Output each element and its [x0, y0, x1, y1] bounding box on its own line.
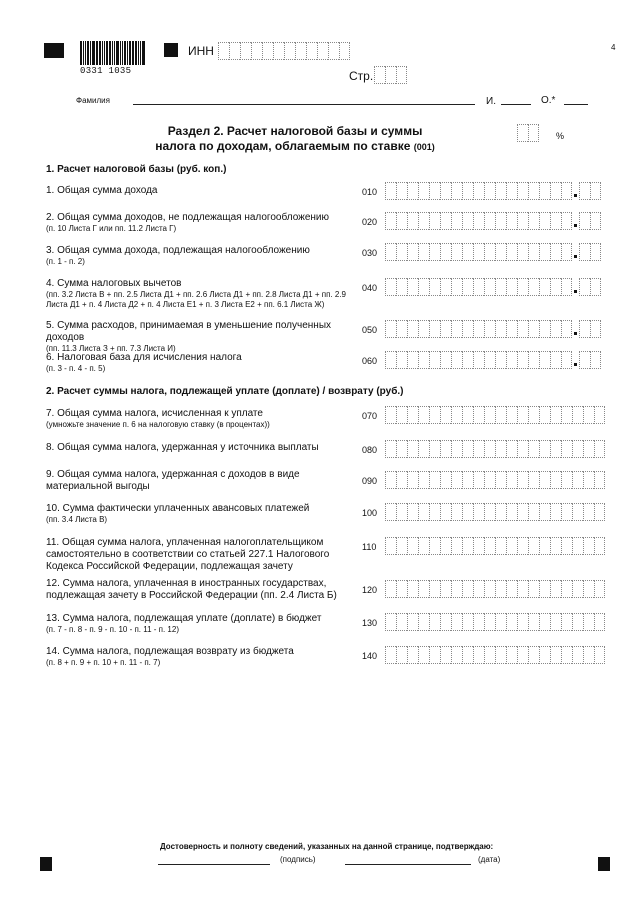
- form-row: [46, 245, 358, 267]
- row-label: 1. Общая сумма дохода: [46, 185, 158, 196]
- corner-marker-top-right: [164, 43, 178, 57]
- barcode-bar: [140, 41, 141, 65]
- row-sublabel: (п. 1 - п. 2): [46, 257, 85, 266]
- page-label: Стр.: [349, 69, 374, 83]
- section-title-line1: Раздел 2. Расчет налоговой базы и суммы: [167, 124, 423, 138]
- row-label: 14. Сумма налога, подлежащая возврату из бюджета: [46, 646, 294, 657]
- barcode-bar: [135, 41, 137, 65]
- section-title-line2: налога по доходам, облагаемым по ставке: [155, 139, 411, 153]
- amount-field[interactable]: [385, 351, 601, 369]
- amount-field[interactable]: [385, 406, 605, 424]
- amount-field[interactable]: [385, 646, 605, 664]
- row-label: 12. Сумма налога, уплаченная в иностранных государствах, подлежащая зачету в Российской Федерации (пп. 2.4 Листа Б): [46, 578, 337, 601]
- form-row: [46, 212, 358, 234]
- amount-field[interactable]: [385, 440, 605, 458]
- barcode-bar: [133, 41, 134, 65]
- row-sublabel: (пп. 3.2 Листа В + пп. 2.5 Листа Д1 + пп. 2.6 Листа Д1 + пп. 2.8 Листа Д1 + пп. 2.9 Листа Д1 + п. 4 Листа Д2 + п. 4 Листа Е1 + п. 3 Листа Е2 + пп. 6.1 Листа Ж): [46, 290, 346, 309]
- barcode-bar: [116, 41, 119, 65]
- percent-sign: %: [556, 131, 565, 141]
- form-row: [46, 320, 358, 354]
- line-code: 110: [362, 542, 377, 552]
- form-row: [46, 646, 358, 668]
- amount-field[interactable]: [385, 278, 601, 296]
- barcode-bars: [80, 41, 146, 65]
- row-label: 5. Сумма расходов, принимаемая в уменьшение полученных доходов: [46, 320, 332, 343]
- barcode-bar: [99, 41, 101, 65]
- row-label: 4. Сумма налоговых вычетов: [46, 278, 182, 289]
- form-row: [46, 185, 358, 197]
- barcode-bar: [129, 41, 131, 65]
- barcode-bar: [83, 41, 84, 65]
- barcode-bar: [104, 41, 105, 65]
- form-row: [46, 613, 358, 635]
- line-code: 070: [362, 411, 378, 421]
- barcode-bar: [138, 41, 139, 65]
- row-label: 13. Сумма налога, подлежащая уплате (доплате) в бюджет: [46, 613, 322, 624]
- corner-marker-top-left: [44, 43, 64, 58]
- line-code: 060: [362, 356, 378, 366]
- patronymic-initial-line[interactable]: [564, 104, 588, 105]
- row-label: 6. Налоговая база для исчисления налога: [46, 352, 242, 363]
- row-sublabel: (умножьте значение п. 6 на налоговую ставку (в процентах)): [46, 420, 270, 429]
- amount-field[interactable]: [385, 182, 601, 200]
- barcode-bar: [92, 41, 95, 65]
- barcode-bar: [124, 41, 126, 65]
- barcode-bar: [132, 41, 133, 65]
- line-code: 040: [362, 283, 378, 293]
- row-label: 9. Общая сумма налога, удержанная с доходов в виде материальной выгоды: [46, 469, 300, 492]
- barcode-bar: [85, 41, 86, 65]
- barcode-bar: [90, 41, 91, 65]
- row-sublabel: (п. 8 + п. 9 + п. 10 + п. 11 - п. 7): [46, 658, 161, 667]
- line-code: 050: [362, 325, 378, 335]
- part2-title: 2. Расчет суммы налога, подлежащей уплате (доплате) / возврату (руб.): [46, 386, 404, 397]
- line-code: 090: [362, 476, 378, 486]
- row-label: 8. Общая сумма налога, удержанная у источника выплаты: [46, 442, 319, 453]
- amount-field[interactable]: [385, 243, 601, 261]
- row-sublabel: (п. 3 - п. 4 - п. 5): [46, 364, 106, 373]
- form-row: [46, 278, 358, 310]
- amount-field[interactable]: [385, 537, 605, 555]
- rate-field[interactable]: [517, 124, 539, 142]
- section-title: [130, 124, 460, 155]
- date-line[interactable]: [345, 864, 471, 865]
- barcode-bar: [97, 41, 98, 65]
- line-code: 140: [362, 651, 378, 661]
- line-code: 120: [362, 585, 378, 595]
- line-code: 130: [362, 618, 378, 628]
- decimal-point: [572, 212, 579, 230]
- inn-label: ИНН: [188, 44, 214, 58]
- decimal-point: [572, 278, 579, 296]
- barcode-bar: [80, 41, 82, 65]
- row-label: 3. Общая сумма дохода, подлежащая налогообложению: [46, 245, 310, 256]
- amount-field[interactable]: [385, 613, 605, 631]
- barcode-bar: [120, 41, 121, 65]
- amount-field[interactable]: [385, 471, 605, 489]
- row-label: 7. Общая сумма налога, исчисленная к уплате: [46, 408, 263, 419]
- decimal-point: [572, 182, 579, 200]
- signature-label: (подпись): [280, 855, 316, 864]
- form-row: [46, 469, 358, 493]
- form-row: [46, 537, 358, 573]
- barcode: [80, 41, 146, 77]
- form-row: [46, 503, 358, 525]
- rate-code: (001): [413, 142, 435, 152]
- barcode-bar: [142, 41, 145, 65]
- row-sublabel: (п. 7 - п. 8 - п. 9 - п. 10 - п. 11 - п. 12): [46, 625, 179, 634]
- line-code: 010: [362, 187, 378, 197]
- row-label: 10. Сумма фактически уплаченных авансовых платежей: [46, 503, 310, 514]
- amount-field[interactable]: [385, 580, 605, 598]
- decimal-point: [572, 243, 579, 261]
- line-code: 020: [362, 217, 378, 227]
- row-label: 2. Общая сумма доходов, не подлежащая налогообложению: [46, 212, 330, 223]
- line-code: 080: [362, 445, 378, 455]
- barcode-bar: [87, 41, 89, 65]
- first-initial-label: И.: [486, 96, 496, 107]
- corner-marker-bottom-left: [40, 857, 52, 871]
- amount-field[interactable]: [385, 320, 601, 338]
- part1-title: 1. Расчет налоговой базы (руб. коп.): [46, 164, 227, 175]
- barcode-bar: [112, 41, 113, 65]
- confirm-text: Достоверность и полноту сведений, указанных на данной странице, подтверждаю:: [160, 842, 494, 851]
- surname-label: Фамилия: [76, 96, 110, 105]
- inn-field[interactable]: [218, 42, 350, 60]
- form-row: [46, 442, 358, 454]
- first-initial-line[interactable]: [501, 104, 531, 105]
- surname-line[interactable]: [133, 104, 475, 105]
- line-code: 100: [362, 508, 378, 518]
- barcode-bar: [106, 41, 108, 65]
- row-sublabel: (п. 10 Листа Г или пп. 11.2 Листа Г): [46, 224, 177, 233]
- corner-marker-bottom-right: [598, 857, 610, 871]
- amount-field[interactable]: [385, 212, 601, 230]
- decimal-point: [572, 351, 579, 369]
- page-number-field[interactable]: [374, 66, 407, 84]
- barcode-bar: [96, 41, 97, 65]
- date-label: (дата): [478, 855, 501, 864]
- form-row: [46, 578, 358, 602]
- barcode-bar: [122, 41, 123, 65]
- form-row: [46, 408, 358, 430]
- barcode-bar: [102, 41, 103, 65]
- page-number: 4: [611, 43, 616, 52]
- row-label: 11. Общая сумма налога, уплаченная налогоплательщиком самостоятельно в соответствии со статьей 227.1 Налогового Кодекса Российской Федерации, подлежащая зачету: [46, 537, 330, 572]
- form-row: [46, 352, 358, 374]
- barcode-bar: [114, 41, 115, 65]
- decimal-point: [572, 320, 579, 338]
- barcode-bar: [127, 41, 128, 65]
- barcode-bar: [109, 41, 111, 65]
- amount-field[interactable]: [385, 503, 605, 521]
- row-sublabel: (пп. 3.4 Листа В): [46, 515, 108, 524]
- row-sublabel: (пп. 11.3 Листа З + пп. 7.3 Листа И): [46, 344, 176, 353]
- patronymic-initial-label: О.*: [541, 95, 556, 106]
- signature-line[interactable]: [158, 864, 270, 865]
- line-code: 030: [362, 248, 378, 258]
- barcode-number: 0331 1035: [80, 66, 132, 76]
